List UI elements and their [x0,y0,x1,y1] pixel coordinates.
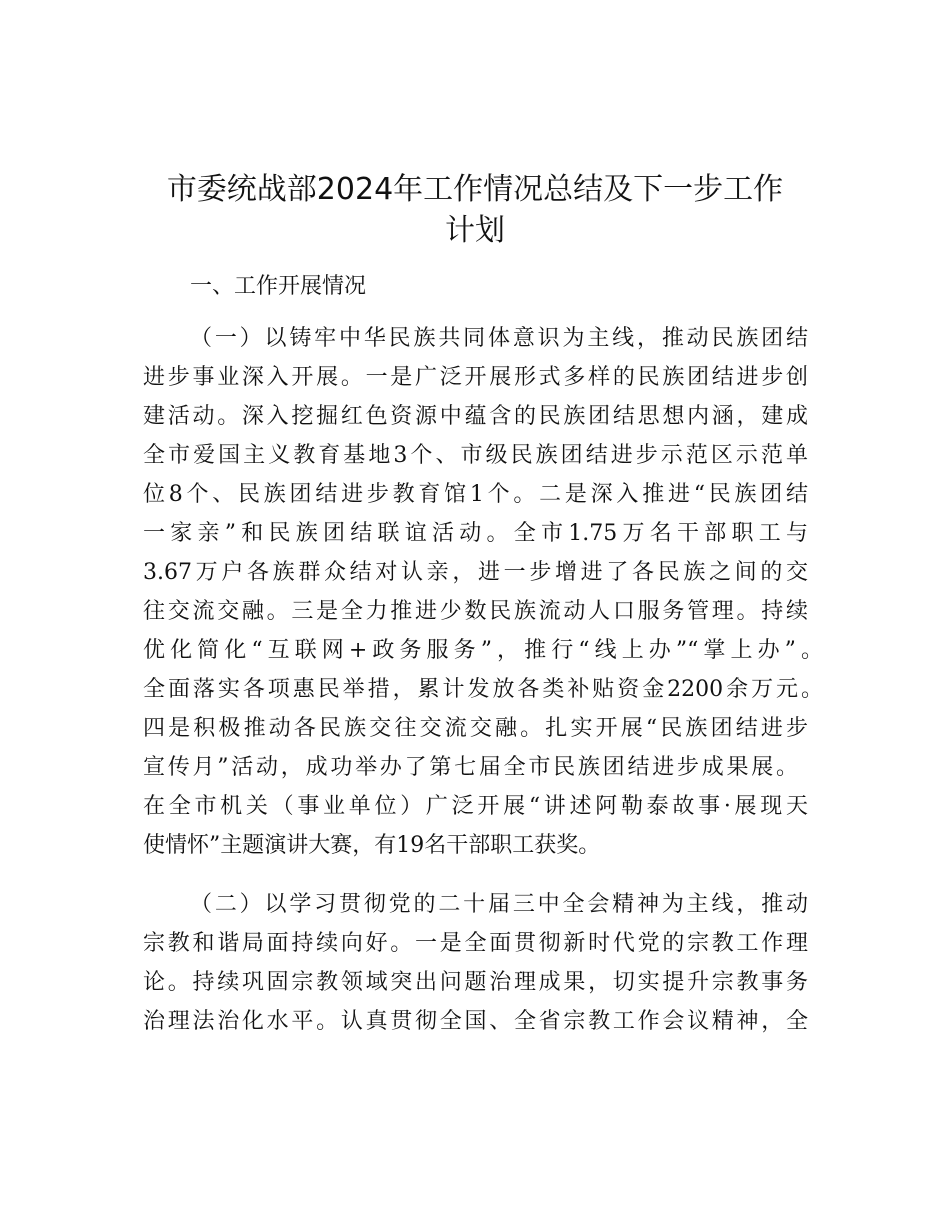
paragraph-1-line: 宣传月”活动，成功举办了第七届全市民族团结进步成果展。 [143,755,798,780]
section-heading: 一、工作开展情况 [190,274,367,299]
paragraph-1-line: 在全市机关（事业单位）广泛开展“讲述阿勒泰故事·展现天 [143,794,808,819]
paragraph-1-line: 位8个、民族团结进步教育馆1个。二是深入推进“民族团结 [143,482,808,507]
paragraph-1-line: 优化简化“互联网+政务服务”，推行“线上办”“掌上办”。 [143,638,823,663]
paragraph-1-line: 往交流交融。三是全力推进少数民族流动人口服务管理。持续 [143,599,808,624]
document-title-line-1: 市委统战部2024年工作情况总结及下一步工作 [166,172,784,207]
paragraph-1-line: 全面落实各项惠民举措，累计发放各类补贴资金2200余万元。 [143,677,823,702]
paragraph-1-line: 使情怀”主题演讲大赛，有19名干部职工获奖。 [143,833,601,858]
paragraph-1-line: 进步事业深入开展。一是广泛开展形式多样的民族团结进步创 [143,365,808,390]
paragraph-2-line: 论。持续巩固宗教领域突出问题治理成果，切实提升宗教事务 [143,970,808,995]
paragraph-1-line: 3.67万户各族群众结对认亲，进一步增进了各民族之间的交 [143,560,808,585]
paragraph-1-line: 建活动。深入挖掘红色资源中蕴含的民族团结思想内涵，建成 [143,404,808,429]
paragraph-2-line: 治理法治化水平。认真贯彻全国、全省宗教工作会议精神，全 [143,1009,808,1034]
paragraph-2-line: 宗教和谐局面持续向好。一是全面贯彻新时代党的宗教工作理 [143,931,808,956]
paragraph-2-line: （二）以学习贯彻党的二十届三中全会精神为主线，推动 [190,892,808,917]
paragraph-1-line: 四是积极推动各民族交往交流交融。扎实开展“民族团结进步 [143,716,808,741]
paragraph-1-line: （一）以铸牢中华民族共同体意识为主线，推动民族团结 [190,326,808,351]
paragraph-1-line: 全市爱国主义教育基地3个、市级民族团结进步示范区示范单 [143,443,808,468]
paragraph-1-line: 一家亲”和民族团结联谊活动。全市1.75万名干部职工与 [143,521,808,546]
document-title-line-2: 计划 [445,213,505,248]
